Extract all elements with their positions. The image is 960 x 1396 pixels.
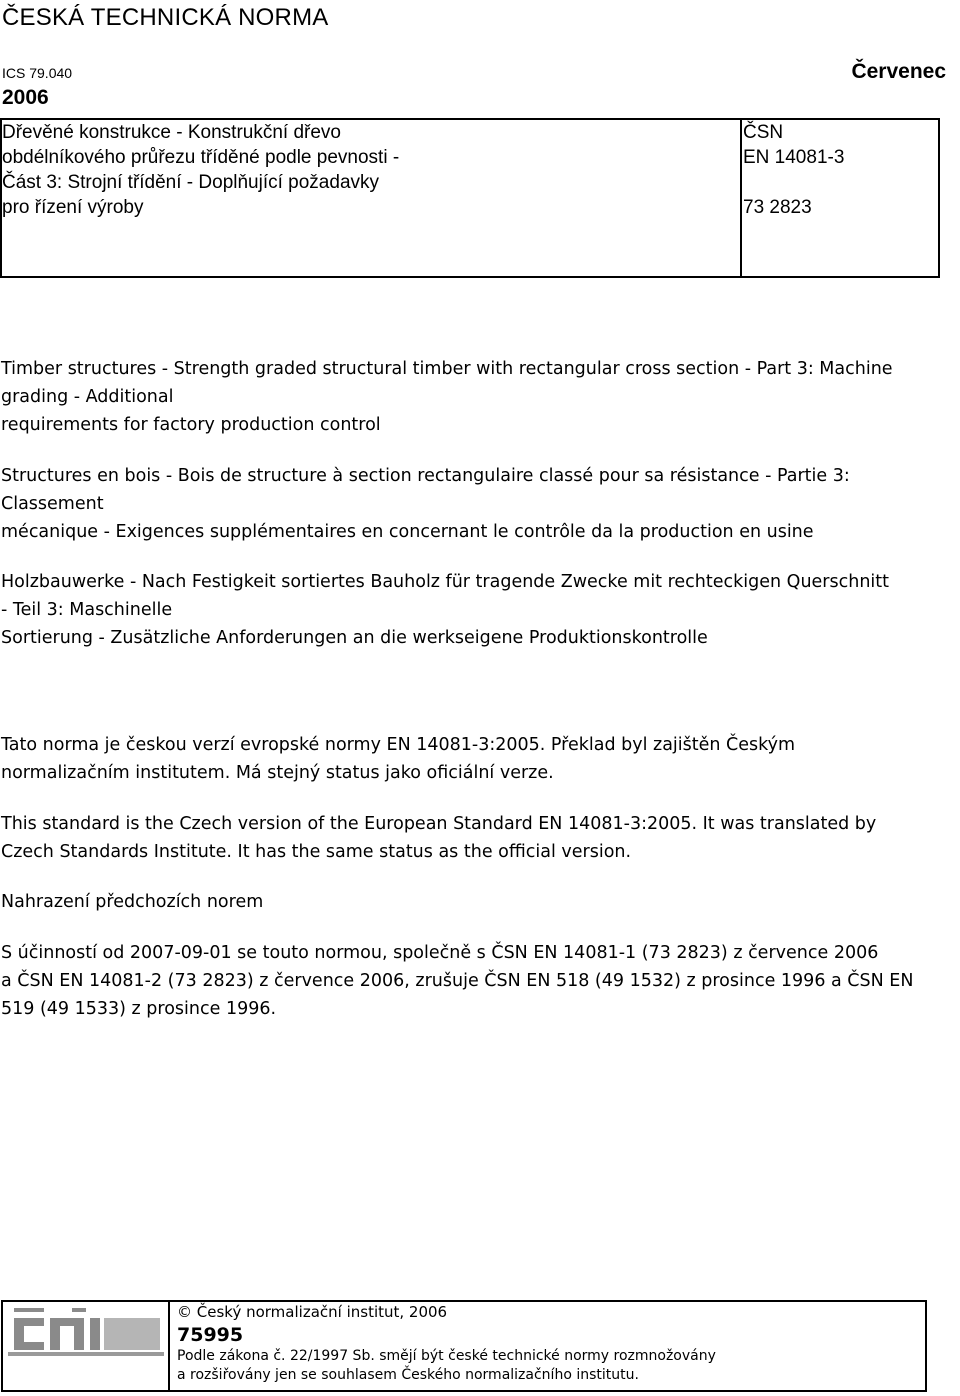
publication-month: Červenec — [851, 60, 946, 83]
class-number: 73 2823 — [743, 197, 812, 218]
status-line: normalizačním institutem. Má stejný status jako oficiální verze. — [1, 763, 554, 783]
french-title-line: Structures en bois - Bois de structure à section rectangulaire classé pour sa résistance - Partie 3: — [1, 466, 850, 486]
cni-logo-icon — [8, 1306, 164, 1362]
title-line: Část 3: Strojní třídění - Doplňující požadavky — [2, 172, 380, 193]
replacement-line: a ČSN EN 14081-2 (73 2823) z července 2006, zrušuje ČSN EN 518 (49 1532) z prosince 1996 a ČSN EN — [1, 971, 914, 991]
standard-number: EN 14081-3 — [743, 147, 845, 168]
copyright-text: Český normalizační institut, 2006 — [196, 1303, 448, 1321]
csn-label: ČSN — [743, 122, 784, 143]
english-title-line: requirements for factory production control — [1, 415, 381, 435]
replacement-text — [1, 939, 959, 1023]
french-title-line: mécanique - Exigences supplémentaires en concernant le contrôle da la production en usine — [1, 522, 814, 542]
copyright-line — [177, 1302, 716, 1323]
german-title-line: Sortierung - Zusätzliche Anforderungen an die werkseigene Produktionskontrolle — [1, 628, 708, 648]
german-title — [1, 568, 959, 652]
replacement-line: S účinností od 2007-09-01 se touto normou, společně s ČSN EN 14081-1 (73 2823) z července 2006 — [1, 943, 879, 963]
status-line: This standard is the Czech version of the European Standard EN 14081-3:2005. It was translated by — [1, 814, 877, 834]
title-line: pro řízení výroby — [2, 197, 144, 218]
copyright-symbol: © — [177, 1303, 192, 1321]
english-title-line: Timber structures - Strength graded structural timber with rectangular cross section - Part 3: Machine — [1, 359, 893, 379]
law-notice-line: Podle zákona č. 22/1997 Sb. smějí být české technické normy rozmnožovány — [177, 1348, 716, 1364]
title-line: obdélníkového průřezu tříděné podle pevnosti - — [2, 147, 400, 168]
publication-year: 2006 — [2, 86, 49, 109]
czech-status-statement — [1, 731, 959, 787]
status-line: Tato norma je českou verzí evropské normy EN 14081-3:2005. Překlad byl zajištěn Českým — [1, 735, 796, 755]
english-title-line: grading - Additional — [1, 387, 174, 407]
law-notice-line: a rozšiřovány jen se souhlasem Českého normalizačního institutu. — [177, 1367, 639, 1383]
catalog-code: 75995 — [177, 1324, 244, 1346]
standard-title — [2, 120, 732, 220]
replacement-heading-text: Nahrazení předchozích norem — [1, 892, 264, 912]
english-status-statement — [1, 810, 959, 866]
english-title — [1, 355, 959, 439]
replacement-line: 519 (49 1533) z prosince 1996. — [1, 999, 277, 1019]
french-title-line: Classement — [1, 494, 104, 514]
title-box-divider — [740, 118, 742, 278]
ics-code: ICS 79.040 — [2, 65, 73, 81]
replacement-heading — [1, 888, 959, 916]
standard-identifier — [743, 120, 844, 220]
footer-info — [177, 1302, 716, 1385]
document-type-title: ČESKÁ TECHNICKÁ NORMA — [2, 4, 329, 31]
footer-divider — [168, 1300, 170, 1392]
status-line: Czech Standards Institute. It has the same status as the official version. — [1, 842, 632, 862]
german-title-line: - Teil 3: Maschinelle — [1, 600, 173, 620]
title-line: Dřevěné konstrukce - Konstrukční dřevo — [2, 122, 341, 143]
german-title-line: Holzbauwerke - Nach Festigkeit sortiertes Bauholz für tragende Zwecke mit rechteckigen Querschnitt — [1, 572, 890, 592]
french-title — [1, 462, 959, 546]
